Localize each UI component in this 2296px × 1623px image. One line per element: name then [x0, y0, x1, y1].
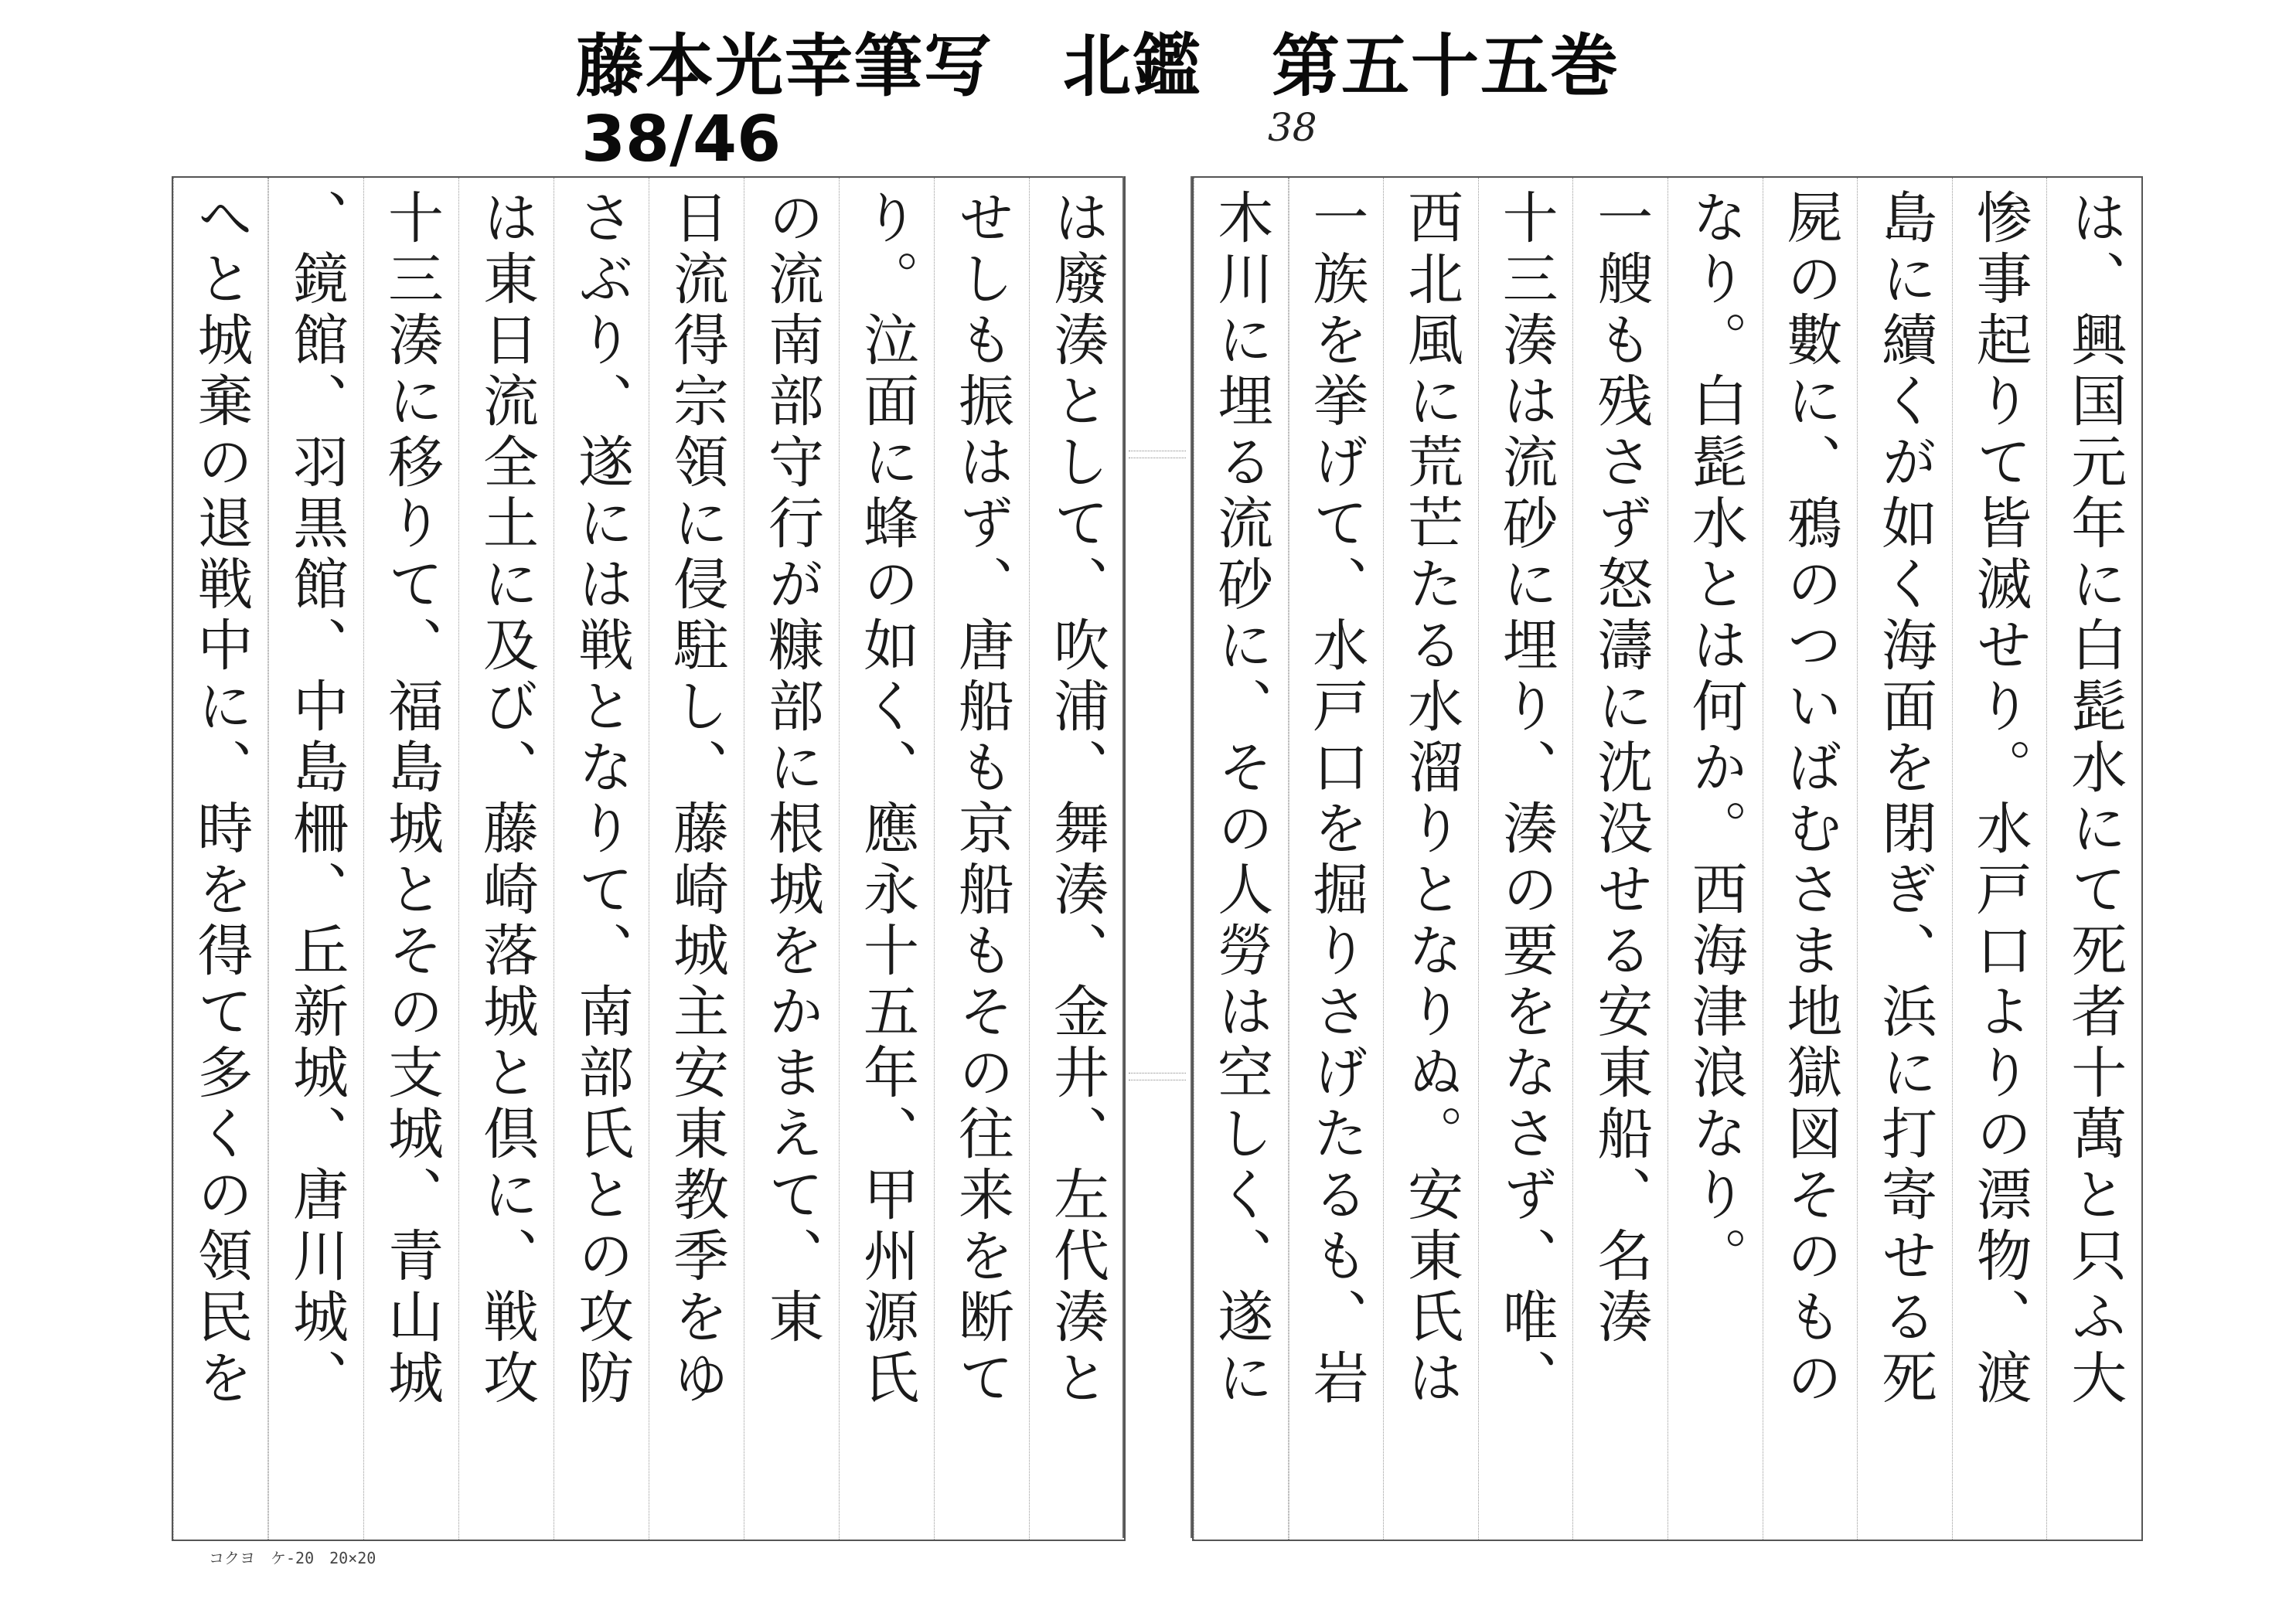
column-text: 、鏡館、羽黒館、中島柵、丘新城、唐川城、	[284, 189, 349, 1410]
right-manuscript-page	[1192, 176, 2143, 1541]
column-text: 惨事起りて皆滅せり。水戸口よりの漂物、渡	[1967, 189, 2032, 1410]
manuscript-column	[1029, 178, 1124, 1540]
manuscript-column	[363, 178, 458, 1540]
manuscript-column	[1667, 178, 1763, 1540]
page-number: 38/46	[581, 103, 782, 176]
manuscript-column	[1478, 178, 1573, 1540]
column-text: は、興国元年に白髭水にて死者十萬と只ふ大	[2062, 189, 2127, 1410]
document-title: 藤本光幸筆写 北鑑 第五十五巻	[576, 26, 1620, 106]
column-text: の流南部守行が糠部に根城をかまえて、東	[759, 189, 824, 1349]
manuscript-column	[2046, 178, 2141, 1540]
column-text: 木川に埋る流砂に、その人勞は空しく、遂に	[1208, 189, 1274, 1410]
column-text: 一艘も残さず怒濤に沈没せる安東船、名湊	[1588, 189, 1654, 1349]
column-text: 十三湊は流砂に埋り、湊の要をなさず、唯、	[1493, 189, 1558, 1410]
page-spine	[1122, 176, 1192, 1538]
column-text: へと城棄の退戦中に、時を得て多くの領民を	[188, 189, 254, 1410]
column-text: せしも振はず、唐船も京船もその往来を断て	[949, 189, 1014, 1410]
column-text: 屍の數に、鴉のついばむさま地獄図そのもの	[1777, 189, 1843, 1410]
manuscript-column	[173, 178, 268, 1540]
manuscript-column	[1383, 178, 1478, 1540]
manuscript-column	[1194, 178, 1289, 1540]
column-text: 十三湊に移りて、福島城とその支城、青山城	[379, 189, 444, 1410]
column-text: 一族を挙げて、水戸口を掘りさげたるも、岩	[1303, 189, 1369, 1410]
column-text: 島に續くが如く海面を閉ぎ、浜に打寄せる死	[1872, 189, 1937, 1410]
manuscript-column	[1572, 178, 1667, 1540]
manuscript-column	[839, 178, 934, 1540]
column-text: 西北風に荒芒たる水溜りとなりぬ。安東氏は	[1398, 189, 1463, 1410]
manuscript-column	[744, 178, 839, 1540]
column-text: は東日流全土に及び、藤崎落城と倶に、戦攻	[474, 189, 539, 1410]
left-manuscript-page	[172, 176, 1126, 1541]
manuscript-column	[1952, 178, 2047, 1540]
column-text: さぶり、遂には戦となりて、南部氏との攻防	[569, 189, 634, 1410]
paper-code: コクヨ ケ-20 20×20	[209, 1549, 376, 1567]
column-text: 日流得宗領に侵駐し、藤崎城主安東教季をゆ	[664, 189, 729, 1410]
manuscript-column	[1857, 178, 1952, 1540]
manuscript-column	[649, 178, 744, 1540]
column-text: は廢湊として、吹浦、舞湊、金井、左代湊と	[1044, 189, 1109, 1410]
column-text: り。泣面に蜂の如く、應永十五年、甲州源氏	[854, 189, 919, 1410]
column-text: なり。白髭水とは何か。西海津浪なり。	[1682, 189, 1748, 1288]
handwritten-page-number: 38	[1268, 105, 1317, 150]
manuscript-column	[554, 178, 649, 1540]
manuscript-column	[1289, 178, 1384, 1540]
manuscript-column	[934, 178, 1029, 1540]
manuscript-column	[458, 178, 554, 1540]
manuscript-column	[268, 178, 363, 1540]
manuscript-column	[1763, 178, 1858, 1540]
